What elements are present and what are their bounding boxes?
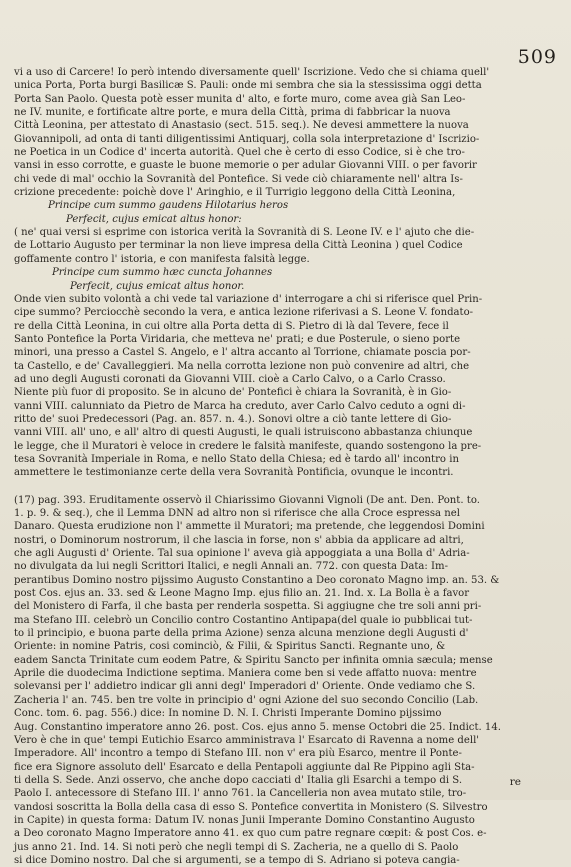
text-line: Porta San Paolo. Questa potè esser munita d' alto, e forte muro, come avea già San Leo- [14, 93, 466, 105]
text-line: 1. p. 9. & seq.), che il Lemma DNN ad altro non si riferisce che alla Croce espressa nel [14, 508, 460, 519]
text-line: Aprile die duodecima Indictione septima. Maniera come ben si vede affatto nuova: mentre [14, 668, 477, 680]
text-line: post Cos. ejus an. 33. sed & Leone Magno Imp. ejus filio an. 21. Ind. x. La Bolla è a favor [14, 588, 470, 600]
verse-1a: Principe cum summo gaudens Hilotarius heros [48, 200, 289, 212]
text-line: eadem Sancta Trinitate cum eodem Patre, & Spiritu Sancto per infinita omnia sæcula; mense [14, 654, 493, 666]
text-line: unica Porta, Porta burgi Basilicæ S. Pauli: onde mi sembra che sia la stessissima oggi detta [14, 80, 482, 92]
verse-1b: Perfecit, cujus emicat altus honor: [66, 213, 242, 225]
catchword: re [509, 776, 521, 788]
text-line: de Lottario Augusto per terminar la non lieve impresa della Città Leonina ) quel Codice [14, 240, 463, 252]
paragraph-2 [14, 226, 559, 266]
text-line: le legge, che il Muratori è veloce in credere le falsità manifeste, quando sostengono la pre- [14, 440, 482, 452]
verse-2a: Principe cum summo hæc cuncta Johannes [52, 267, 273, 279]
paragraph-4-footnote [14, 494, 559, 867]
paragraph-3 [14, 293, 559, 480]
text-line: solevansi per l' addietro indicar gli anni degl' Imperadori d' Oriente. Onde vediamo che S. [14, 681, 476, 693]
text-line: perantibus Domino nostro pijssimo Augusto Constantino a Deo coronato Magno imp. an. 53. & [14, 574, 500, 586]
text-line: ne IV. munite, e fortificate altre porte, e mura della Città, prima di fabbricar la nuova [14, 107, 451, 119]
page-number: 509 [517, 46, 557, 68]
text-line: vanni VIII. all' uno, e all' altro di questi Augusti, le quali istruiscono abbastanza chiunque [14, 427, 473, 439]
text-line: nostri, o Dominorum nostrorum, il che lascia in forse, non s' abbia da applicare ad altri, [14, 534, 464, 546]
text-line: ta Castello, e de' Cavalleggieri. Ma nella corrotta lezione non può convenire ad altri, che [14, 360, 470, 372]
text-line: Giovannipoli, ad onta di tanti diligentissimi Antiquarj, colla sola interpretazione d' Iscrizio- [14, 133, 480, 145]
text-line: (17) pag. 393. Eruditamente osservò il Chiarissimo Giovanni Vignoli (De ant. Den. Pont. to. [14, 494, 480, 506]
text-line: Danaro. Questa erudizione non l' ammette il Muratori; ma pretende, che leggendosi Domini [14, 521, 485, 533]
text-line: Imperadore. All' incontro a tempo di Stefano III. non v' era più Esarco, mentre il Ponte- [14, 748, 462, 760]
paragraph-1 [14, 66, 559, 199]
text-line: ( ne' quai versi si esprime con istorica verità la Sovranità di S. Leone IV. e l' ajuto che die- [14, 227, 475, 239]
text-line: minori, una presso a Castel S. Angelo, e l' altra accanto al Torrione, chiamate poscia por- [14, 347, 471, 359]
text-line: in Capite) in questa forma: Datum IV. nonas Junii Imperante Domino Constantino Augusto [14, 814, 475, 826]
text-line: ma Stefano III. celebrò un Concilio contro Costantino Antipapa(del quale io pubblicai tut- [14, 614, 473, 626]
text-line: ammettere le testimonianze certe della vera Sovranità Pontificia, ovunque le incontri. [14, 467, 454, 479]
text-line: vandosi soscritta la Bolla della casa di esso S. Pontefice convertita in Monistero (S. Silvestro [14, 801, 488, 813]
text-line: Città Leonina, per attestato di Anastasio (sect. 515. seq.). Ne devesi ammettere la nuova [14, 120, 469, 132]
text-line: Conc. tom. 6. pag. 556.) dice: In nomine D. N. I. Christi Imperante Domino pijssimo [14, 708, 442, 720]
text-line: ritto de' suoi Predecessori (Pag. an. 857. n. 4.). Sonovi oltre a ciò tante lettere di Gio- [14, 413, 452, 425]
text-line: Oriente: in nomine Patris, cosi cominciò, & Filii, & Spiritus Sancti. Regnante uno, & [14, 641, 446, 653]
text-line: no divulgata da lui negli Scrittori Italici, e negli Annali an. 772. con questa Data: Im- [14, 561, 448, 573]
text-line: vansi in esso corrotte, e guaste le buone memorie o per adular Giovanni VIII. o per favorir [14, 160, 477, 172]
text-line: Aug. Constantino imperatore anno 26. post. Cos. ejus anno 5. mense Octobri die 25. Indict. 14. [14, 721, 501, 733]
text-line: Niente più fuor di proposito. Se in alcuno de' Pontefici è chiara la Sovranità, è in Gio- [14, 387, 452, 399]
text-line: cipe summo? Perciocchè secondo la vera, e antica lezione riferivasi a S. Leone V. fondato- [14, 307, 474, 319]
text-line: chi vede di mal' occhio la Sovranità del Pontefice. Si vede ciò chiaramente nell' altra Is- [14, 173, 463, 185]
text-line: tesa Sovranità Imperiale in Roma, e nello Stato della Chiesa; ed è tardo all' incontro in [14, 453, 459, 465]
text-line: re della Città Leonina, in cui oltre alla Porta detta di S. Pietro di là dal Tevere, fece il [14, 320, 449, 332]
text-line: Zacheria l' an. 745. ben tre volte in principio d' ogni Azione del suo secondo Concilio (Lab. [14, 694, 479, 706]
text-line: ad uno degli Augusti coronati da Giovanni VIII. cioè a Carlo Calvo, o a Carlo Crasso. [14, 373, 446, 385]
text-line: si dice Domino nostro. Dal che si argumenti, se a tempo di S. Adriano si poteva cangia- [14, 854, 460, 866]
main-text [14, 66, 559, 867]
text-line: a Deo coronato Magno Imperatore anno 41. ex quo cum patre regnare cœpit: & post Cos. e- [14, 828, 487, 840]
text-line: jus anno 21. Ind. 14. Si noti però che negli tempi di S. Zacheria, ne a quello di S. Paolo [14, 841, 459, 853]
text-line: ti della S. Sede. Anzi osservo, che anche dopo cacciati d' Italia gli Esarchi a tempo di S. [14, 774, 463, 786]
text-line: Onde vien subito volontà a chi vede tal variazione d' interrogare a chi si riferisce quel Prin- [14, 293, 483, 305]
text-line: del Monistero di Farfa, il che basta per renderla sospetta. Si aggiugne che tre soli anni pri- [14, 601, 482, 613]
text-line: to il principio, e buona parte della prima Azione) senza alcuna menzione degli Augusti d' [14, 628, 469, 640]
text-line: ne Poetica in un Codice d' incerta autorità. Quel che è certo di esso Codice, si è che tro- [14, 147, 465, 159]
text-line: Vero è che in que' tempi Eutichio Esarco amministrava l' Esarcato di Ravenna a nome dell' [14, 734, 480, 746]
text-line: fice era Signore assoluto dell' Esarcato e della Pentapoli aggiunte dal Re Pippino agli Sta- [14, 761, 475, 773]
text-line: Santo Pontefice la Porta Viridaria, che metteva ne' prati; e due Posterule, o sieno porte [14, 333, 461, 345]
text-line: crizione precedente: poichè dove l' Aringhio, e il Turrigio leggono della Città Leonina, [14, 187, 456, 199]
text-line: che agli Augusti d' Oriente. Tal sua opinione l' aveva già appoggiata a una Bolla d' Adria- [14, 548, 470, 560]
text-line: vi a uso di Carcere! Io però intendo diversamente quell' Iscrizione. Vedo che si chiama quell' [14, 67, 490, 78]
verse-2b: Perfecit, cujus emicat altus honor. [70, 280, 245, 292]
text-line: Paolo I. antecessore di Stefano III. l' anno 761. la Cancelleria non avea mutato stile, tro- [14, 788, 467, 800]
text-line: goffamente contro l' istoria, e con manifesta falsità legge. [14, 253, 310, 265]
text-line: vanni VIII. calunniato da Pietro de Marca ha creduto, aver Carlo Calvo ceduto a ogni di- [14, 400, 466, 412]
